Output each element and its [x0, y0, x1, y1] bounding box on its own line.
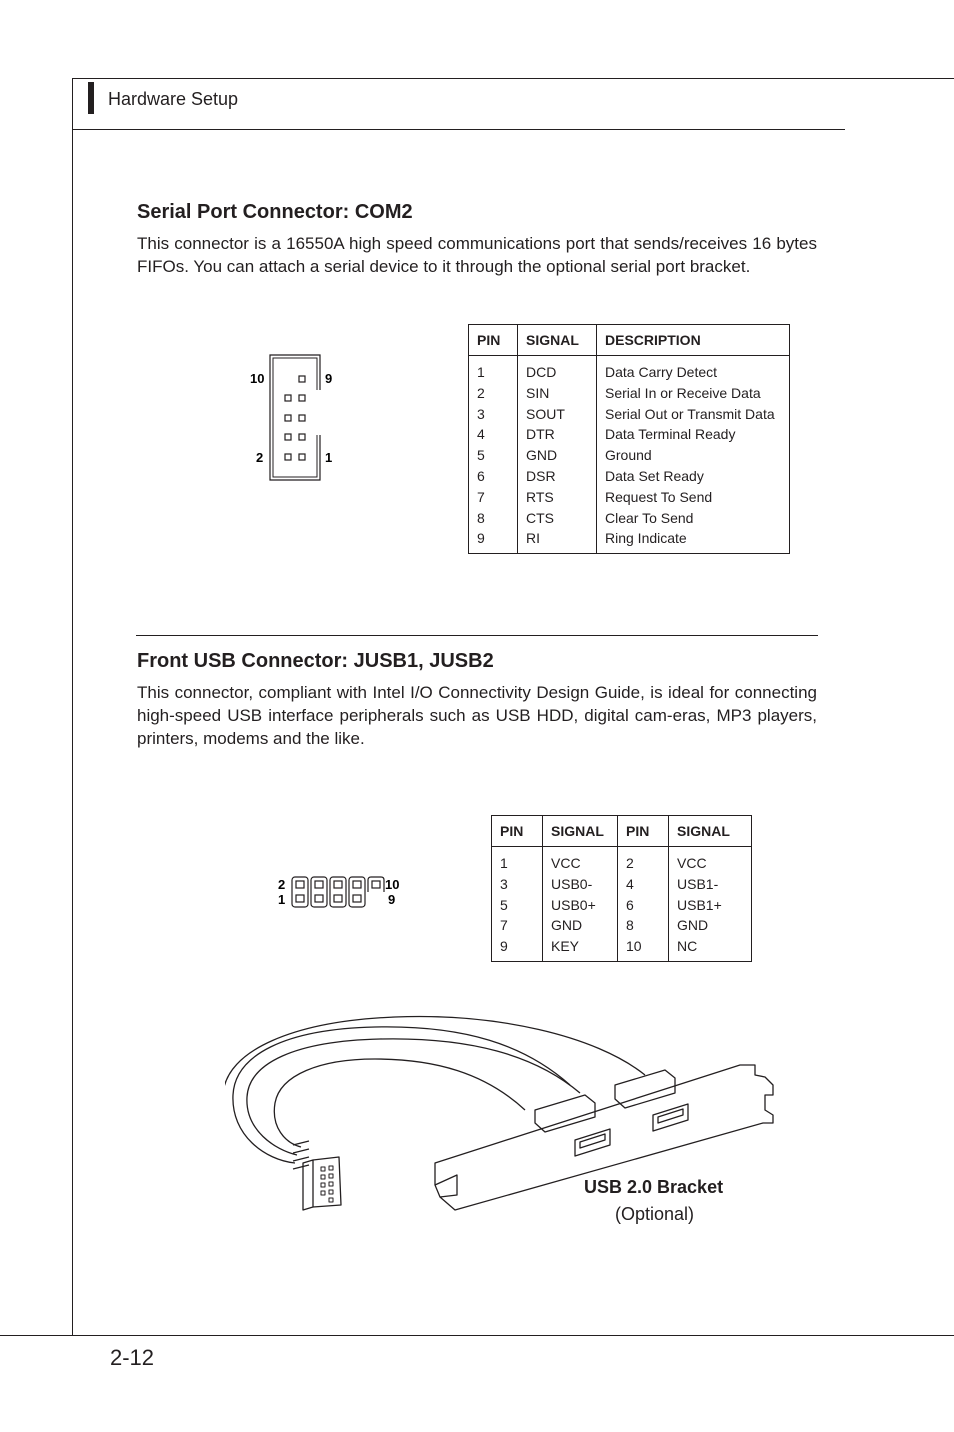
table-cell: 5 [500, 896, 508, 913]
even-pin-column [618, 847, 669, 962]
table-cell: 4 [626, 875, 634, 892]
table-header-row [492, 816, 752, 847]
pin-2 [285, 454, 291, 460]
pin-column [469, 356, 518, 554]
table-cell: 5 [477, 447, 485, 464]
header-rule [72, 129, 845, 130]
pin-3 [299, 434, 305, 440]
col-signal: SIGNAL [518, 325, 597, 356]
left-margin-rule [72, 78, 73, 1336]
com2-pin-table [468, 324, 790, 554]
table-cell: VCC [677, 855, 707, 871]
col-pin-even: PIN [618, 816, 669, 847]
pin-6 [285, 415, 291, 421]
table-cell: Data Set Ready [605, 467, 704, 484]
table-cell: GND [677, 917, 709, 934]
table-cell: DCD [526, 364, 557, 380]
table-cell: 8 [626, 917, 634, 934]
com2-connector-diagram [240, 350, 350, 485]
com2-title: Serial Port Connector: COM2 [137, 201, 413, 223]
table-row [469, 356, 790, 554]
table-cell: 10 [626, 938, 642, 955]
usb-pin-table [491, 815, 752, 962]
table-cell: RTS [526, 488, 554, 505]
table-cell: GND [526, 447, 558, 464]
col-signal-odd: SIGNAL [543, 816, 618, 847]
table-cell: Serial Out or Transmit Data [605, 405, 775, 422]
col-pin: PIN [469, 325, 518, 356]
table-cell: USB0+ [551, 896, 596, 913]
usb-connector-diagram [272, 872, 412, 912]
table-cell: 8 [477, 509, 485, 526]
col-pin-odd: PIN [492, 816, 543, 847]
table-cell: VCC [551, 855, 581, 871]
table-cell: Serial In or Receive Data [605, 384, 761, 401]
table-cell: RI [526, 530, 540, 547]
footer-rule [0, 1335, 954, 1336]
pin-4 [285, 434, 291, 440]
section-divider [136, 635, 818, 636]
pin-9 [299, 376, 305, 382]
table-cell: GND [551, 917, 583, 934]
col-description: DESCRIPTION [597, 325, 790, 356]
table-cell: 7 [477, 488, 485, 505]
table-header-row [469, 325, 790, 356]
pin-1 [299, 454, 305, 460]
table-cell: DTR [526, 426, 555, 443]
pin-7 [299, 395, 305, 401]
col-signal-even: SIGNAL [669, 816, 752, 847]
table-cell: Data Carry Detect [605, 364, 718, 380]
label-2: 2 [278, 877, 286, 892]
header-marker [88, 82, 94, 114]
table-cell: Ring Indicate [605, 530, 687, 547]
table-cell: 3 [477, 405, 485, 422]
table-cell: CTS [526, 509, 554, 526]
table-row [492, 847, 752, 962]
top-rule [72, 78, 954, 79]
table-cell: Data Terminal Ready [605, 426, 736, 443]
label-9: 9 [388, 892, 396, 907]
odd-signal-column [543, 847, 618, 962]
usb-description: This connector, compliant with Intel I/O Connectivity Design Guide, is ideal for connecting high-speed USB interface peripherals such as USB HDD, digital cam-eras, MP3 players, printers, modems and the like. [137, 683, 817, 748]
label-9: 9 [325, 371, 333, 386]
even-signal-column [669, 847, 752, 962]
table-cell: 2 [477, 384, 485, 401]
table-cell: SIN [526, 384, 550, 401]
table-cell: NC [677, 938, 698, 955]
table-cell: KEY [551, 938, 580, 955]
page-number: 2-12 [110, 1345, 155, 1370]
table-cell: 1 [477, 364, 485, 380]
table-cell: 6 [477, 467, 485, 484]
label-1: 1 [325, 450, 333, 465]
table-cell: 7 [500, 917, 508, 934]
table-cell: 6 [626, 896, 634, 913]
pin-8 [285, 395, 291, 401]
table-cell: Clear To Send [605, 509, 694, 526]
table-cell: 9 [500, 938, 508, 955]
table-cell: 1 [500, 855, 508, 871]
usb-title: Front USB Connector: JUSB1, JUSB2 [137, 650, 494, 672]
signal-column [518, 356, 597, 554]
label-2: 2 [256, 450, 264, 465]
bracket-caption: USB 2.0 Bracket [584, 1177, 724, 1197]
table-cell: USB0- [551, 875, 593, 892]
table-cell: USB1- [677, 875, 719, 892]
bracket-optional-note: (Optional) [615, 1204, 695, 1224]
table-cell: USB1+ [677, 896, 722, 913]
label-10: 10 [385, 877, 400, 892]
table-cell: 3 [500, 875, 508, 892]
section-header: Hardware Setup [108, 89, 239, 109]
table-cell: 9 [477, 530, 485, 547]
table-cell: DSR [526, 467, 556, 484]
table-cell: 4 [477, 426, 485, 443]
table-cell: 2 [626, 855, 634, 871]
table-cell: Request To Send [605, 488, 713, 505]
description-column [597, 356, 790, 554]
odd-pin-column [492, 847, 543, 962]
label-10: 10 [250, 371, 265, 386]
table-cell: SOUT [526, 405, 565, 422]
table-cell: Ground [605, 447, 652, 464]
label-1: 1 [278, 892, 286, 907]
pin-5 [299, 415, 305, 421]
com2-description: This connector is a 16550A high speed communications port that sends/receives 16 bytes FIFOs. You can attach a serial device to it through the optional serial port bracket. [137, 234, 817, 276]
